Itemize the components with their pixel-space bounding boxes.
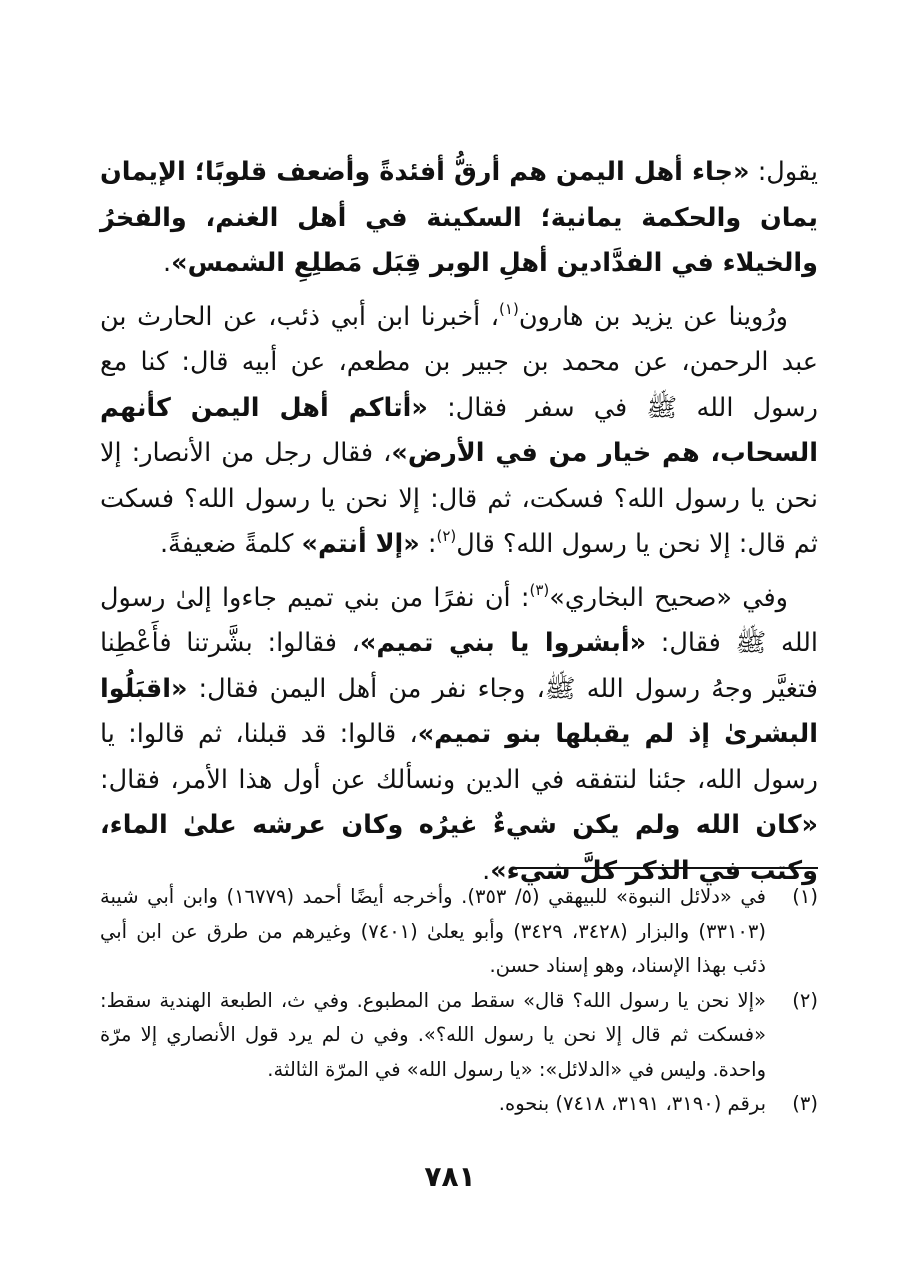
footnote-2 (100, 984, 818, 1088)
footnote-number: (١) (792, 885, 818, 908)
hadith-quote: «اقبَلُوا البشرىٰ إذ لم يقبلها بنو تميم» (100, 673, 818, 749)
text-run: ورُوينا عن يزيد بن هارون (518, 301, 788, 332)
footnotes (100, 880, 818, 1122)
paragraph-2 (100, 295, 818, 568)
text-run: كلمةً ضعيفةً. (159, 529, 302, 559)
footnote-ref-1[interactable]: (١) (499, 299, 519, 318)
paragraph-3 (100, 576, 818, 895)
footnote-number: (٣) (792, 1092, 818, 1115)
text-run: ، قالوا: قد قبلنا، ثم قالوا: يا رسول الله، جئنا لنتفقه في الدين ونسألك عن أول هذا الأمر، فقال: (100, 719, 818, 795)
hadith-quote: «أتاكم أهل اليمن كأنهم السحاب، هم خيار من في الأرض» (100, 392, 818, 468)
main-text (100, 150, 818, 902)
text-run: وفي «صحيح البخاري» (549, 582, 788, 613)
text-run: يقول: (749, 157, 818, 187)
text-run: ، فقالوا: بشَّرتنا فأَعْطِنا فتغيَّر وجهُ رسول الله ﷺ، وجاء نفر من أهل اليمن فقال: (100, 628, 818, 704)
hadith-quote: «كان الله ولم يكن شيءٌ غيرُه وكان عرشه علىٰ الماء، وكتب في الذكر كلَّ شيء» (100, 810, 818, 886)
text-run: ، أخبرنا ابن أبي ذئب، عن الحارث بن عبد الرحمن، عن محمد بن جبير بن مطعم، عن أبيه قال: كنا مع رسول الله ﷺ في سفر فقال: (100, 301, 818, 423)
footnote-number: (٢) (792, 988, 818, 1012)
footnote-ref-3[interactable]: (٣) (529, 580, 550, 599)
footnote-text: في «دلائل النبوة» للبيهقي (٥/ ٣٥٣). وأخرجه أيضًا أحمد (١٦٧٧٩) وابن أبي شيبة (٣٣١٠٣) والبزار (٣٤٢٨، ٣٤٢٩) وأبو يعلىٰ (٧٤٠١) وغيرهم من طرق عن ابن أبي ذئب بهذا الإسناد، وهو إسناد حسن. (100, 885, 767, 977)
text-run: . (163, 248, 172, 278)
footnote-text: «إلا نحن يا رسول الله؟ قال» سقط من المطبوع. وفي ث، الطبعة الهندية سقط: «فسكت ثم قال إلا نحن يا رسول الله؟». وفي ن لم يرد قول الأنصاري إلا مرّة واحدة. وليس في «الدلائل»: «يا رسول الله» في المرّة الثالثة. (100, 988, 766, 1081)
paragraph-1 (100, 150, 818, 287)
hadith-quote: «جاء أهل اليمن هم أرقُّ أفئدةً وأضعف قلوبًا؛ الإيمان يمان والحكمة يمانية؛ السكينة في أهل الغنم، والفخرُ والخيلاء في الفدَّادين أهلِ الوبر قِبَل مَطلِعِ الشمس» (100, 157, 818, 278)
footnote-ref-2[interactable]: (٢) (436, 527, 457, 545)
text-run: ، فقال رجل من الأنصار: إلا نحن يا رسول الله؟ فسكت، ثم قال: إلا نحن يا رسول الله؟ فسكت ثم قال: إلا نحن يا رسول الله؟ قال (100, 438, 818, 559)
text-run: . (482, 855, 491, 886)
footnote-3 (100, 1087, 818, 1122)
text-run: : (419, 529, 437, 559)
footnote-1 (100, 880, 818, 984)
page-number: ٧٨١ (424, 1160, 476, 1193)
footnote-separator (513, 867, 818, 869)
hadith-quote: «إلا أنتم» (301, 529, 420, 559)
text-run: : أن نفرًا من بني تميم جاءوا إلىٰ رسول الله ﷺ فقال: (100, 582, 818, 658)
hadith-quote: «أبشروا يا بني تميم» (359, 628, 647, 658)
footnote-text: برقم (٣١٩٠، ٣١٩١، ٧٤١٨) بنحوه. (498, 1092, 766, 1115)
